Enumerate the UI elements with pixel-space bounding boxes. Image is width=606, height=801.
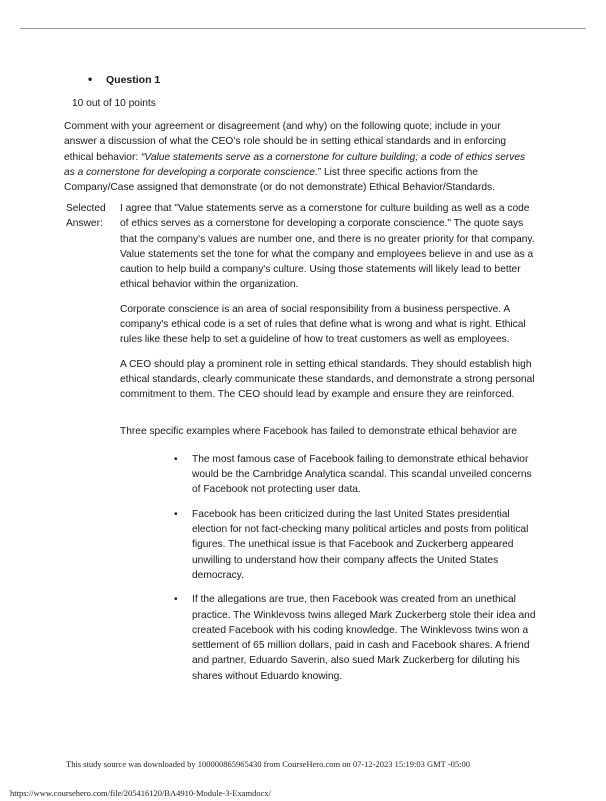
question-title: Question 1 [106,74,161,86]
list-bullet: • [174,453,178,465]
selected-answer-label: Selected Answer: [66,203,106,230]
list-item [174,507,540,583]
examples-list [120,452,540,684]
list-bullet: • [174,594,178,606]
question-prompt [64,119,534,195]
prompt-quote: “Value statements serve as a cornerstone for culture building; a code of ethics serves as a cornerstone for developing a corporate conscience. [64,151,526,178]
selected-answer [120,201,540,693]
question-points: 10 out of 10 points [72,98,156,109]
download-notice: This study source was downloaded by 100000865965430 from CourseHero.com on 07-12-2023 15:19:03 GMT -05:00 [66,759,471,769]
example-text: Facebook has been criticized during the last United States presidential election for not fact-checking many political articles and posts from political figures. The unethical issue is that Facebook and Zuckerberg appeared unwilling to understand how their company affects the United States democracy. [192,508,529,581]
top-divider [20,28,586,29]
answer-paragraph: Corporate conscience is an area of social responsibility from a business perspective. A company's ethical code is a set of rules that define what is wrong and what is right. Ethical rules like these help to set a guideline of how to treat customers as well as employees. [120,303,526,346]
source-url[interactable]: https://www.coursehero.com/file/205416120/BA4910-Module-3-Examdocx/ [10,788,272,798]
example-text: The most famous case of Facebook failing to demonstrate ethical behavior would be the Cambridge Analytica scandal. This scandal unveiled concerns of Facebook not protecting user data. [192,453,532,496]
list-item [174,452,540,498]
list-bullet: • [174,508,178,520]
prompt-text: Comment with your agreement or disagreement (and why) on the following quote; include in your answer a discussion of what the CEO’s role should be in setting ethical standards and in enforcing ethical behavior: [64,121,507,163]
answer-paragraph: Three specific examples where Facebook has failed to demonstrate ethical behavior are [120,425,517,437]
answer-paragraph: I agree that "Value statements serve as a cornerstone for culture building as well as a code of ethics serves as a cornerstone for developing a corporate conscience." The quote says that the company's values are number one, and there is no greater priority for that company. Value statements set the tone for what the company and employees believe in and use as a caution to help build a company's culture. Using those statements will likely lead to better ethical behavior within the organization. [120,203,535,291]
answer-paragraph: A CEO should play a prominent role in setting ethical standards. They should establish high ethical standards, clearly communicate these standards, and demonstrate a strong personal commitment to them. The CEO should lead by example and ensure they are reinforced. [120,358,535,401]
list-item [174,592,540,684]
question-bullet: • [88,72,93,86]
example-text: If the allegations are true, then Facebook was created from an unethical practice. The Winklevoss twins alleged Mark Zuckerberg stole their idea and created Facebook with his coding knowledge. The Winklevoss twins won a settlement of 65 million dollars, paid in cash and Facebook shares. A friend and partner, Eduardo Saverin, also sued Mark Zuckerberg for diluting his shares without Eduardo knowing. [192,594,536,682]
prompt-instructions: ” List three specific actions from the Company/Case assigned that demonstrate (or do not demonstrate) Ethical Behavior/Standards. [64,166,495,194]
